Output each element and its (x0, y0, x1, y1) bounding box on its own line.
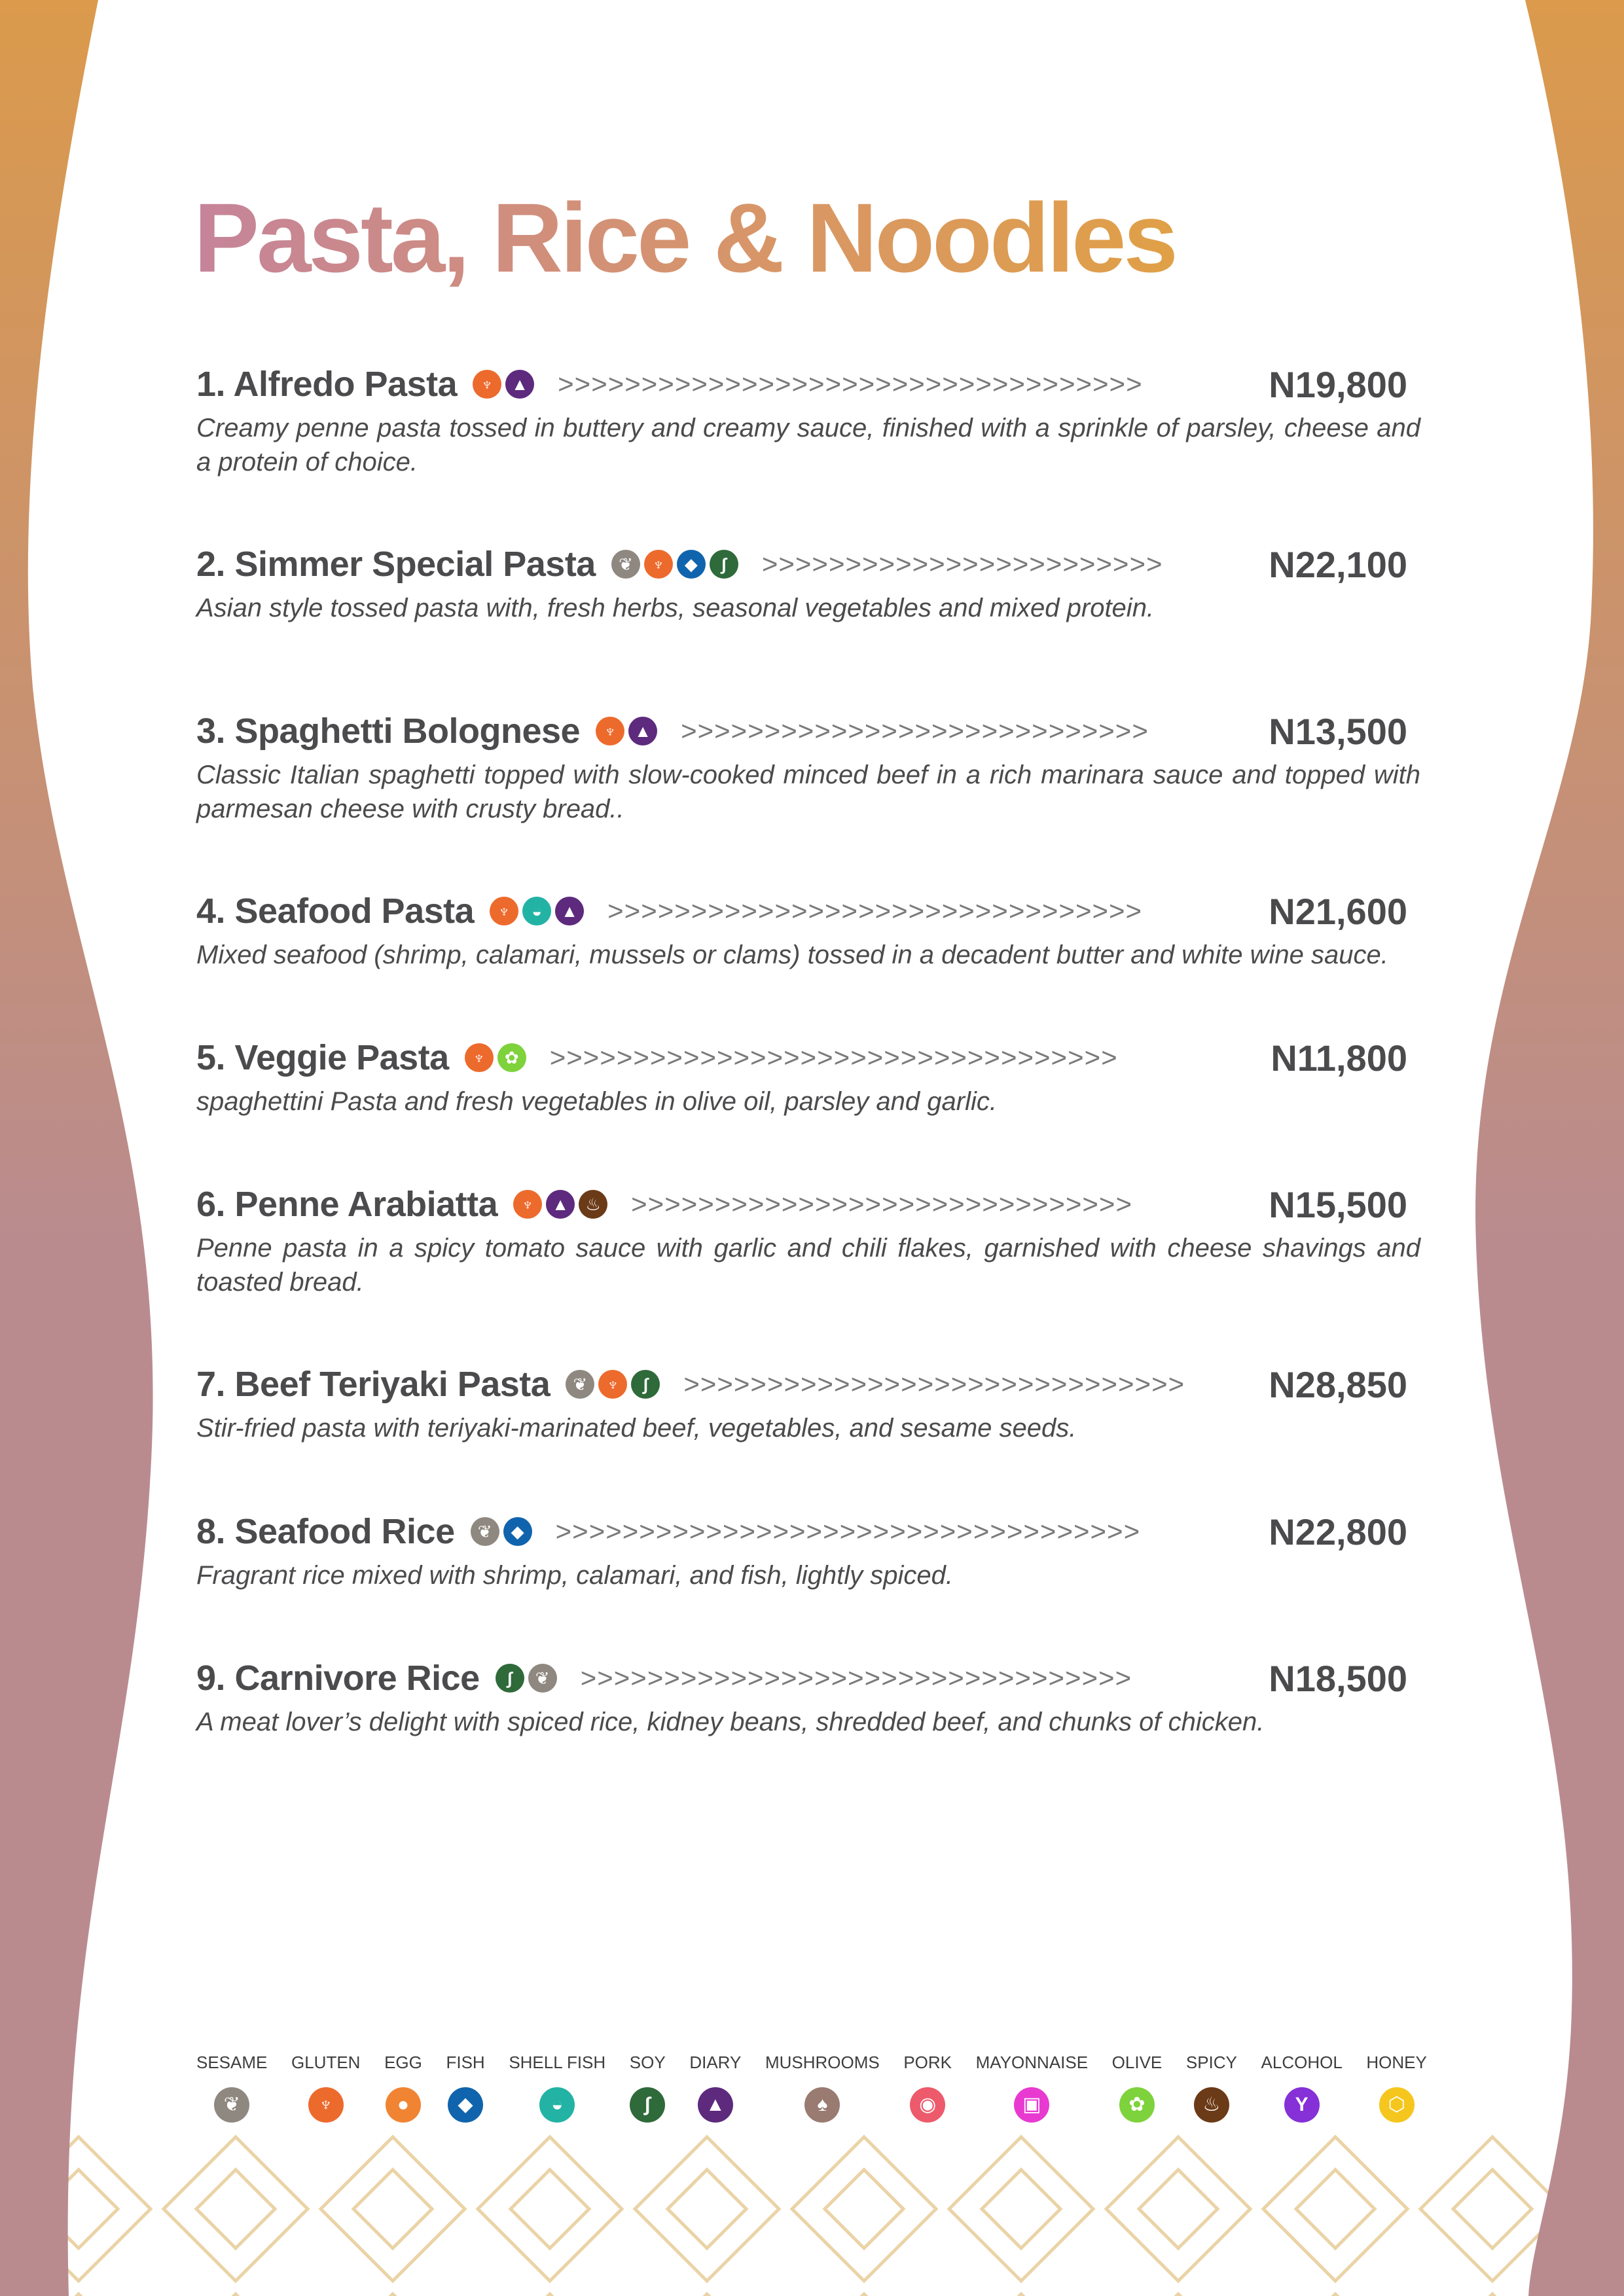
egg-icon: ● (386, 2087, 421, 2123)
olive-icon: ✿ (1119, 2087, 1155, 2123)
menu-item-header (196, 1361, 1420, 1407)
legend-item-fish (446, 2053, 484, 2123)
leader-arrows: >>>>>>>>>>>>>>>>>>>>>>>>>>>>>>>>>> (549, 1042, 1118, 1073)
menu-item-price: N21,600 (1269, 890, 1407, 932)
mushroom-icon: ♠ (804, 2087, 840, 2123)
menu-item-name: 4. Seafood Pasta (196, 891, 475, 931)
shellfish-icon: ◒ (522, 897, 551, 925)
alcohol-icon: Y (1284, 2087, 1320, 2123)
legend-item-alcohol (1261, 2053, 1343, 2123)
menu-item-price: N13,500 (1269, 710, 1407, 752)
allergen-icons (611, 550, 738, 579)
legend-label: SHELL FISH (509, 2053, 606, 2072)
allergen-icons (490, 897, 584, 925)
menu-item (196, 1035, 1420, 1119)
spicy-icon: ♨ (579, 1190, 607, 1219)
gluten-icon: ♆ (308, 2087, 344, 2123)
dairy-icon: ▲ (628, 717, 657, 745)
allergen-icons (471, 1517, 532, 1546)
legend-item-spicy (1186, 2053, 1237, 2123)
menu-item-name: 2. Simmer Special Pasta (196, 545, 596, 584)
menu-item-name: 7. Beef Teriyaki Pasta (196, 1365, 550, 1404)
menu-item-name: 8. Seafood Rice (196, 1512, 455, 1551)
menu-item-description: Fragrant rice mixed with shrimp, calamari, and fish, lightly spiced. (196, 1561, 953, 1590)
gluten-icon: ♆ (465, 1043, 494, 1072)
menu-item-header (196, 361, 1420, 407)
menu-item (196, 888, 1420, 972)
allergen-icons (473, 370, 534, 399)
legend-item-sesame (196, 2053, 267, 2123)
menu-item-name: 1. Alfredo Pasta (196, 365, 458, 404)
soy-icon: ∫ (631, 1370, 660, 1399)
legend-label: EGG (384, 2053, 422, 2072)
legend-item-egg (384, 2053, 422, 2123)
soy-icon: ∫ (496, 1664, 524, 1693)
menu-item-header (196, 1035, 1420, 1081)
page-title: Pasta, Rice & Noodles (194, 183, 1176, 293)
allergen-icons (496, 1664, 557, 1693)
leader-arrows: >>>>>>>>>>>>>>>>>>>>>>>>>>>>>>>>> (580, 1662, 1132, 1693)
sesame-icon: ❦ (471, 1517, 499, 1546)
allergen-icons (566, 1370, 660, 1399)
legend-label: FISH (446, 2053, 485, 2072)
leader-arrows: >>>>>>>>>>>>>>>>>>>>>>>> (761, 548, 1163, 579)
menu-item-price: N11,800 (1271, 1037, 1407, 1079)
gluten-icon: ♆ (596, 717, 624, 745)
menu-item-description: Mixed seafood (shrimp, calamari, mussels or clams) tossed in a decadent butter and white wine sauce. (196, 941, 1388, 969)
legend-item-olive (1112, 2053, 1163, 2123)
menu-item (196, 1509, 1420, 1592)
legend-item-pork (903, 2053, 952, 2123)
allergen-icons (596, 717, 657, 745)
menu-item-header (196, 708, 1420, 754)
menu-item (196, 1181, 1420, 1299)
allergen-icons (465, 1043, 526, 1072)
gluten-icon: ♆ (513, 1190, 542, 1219)
menu-item-description: A meat lover’s delight with spiced rice, kidney beans, shredded beef, and chunks of chicken. (196, 1708, 1265, 1736)
legend-item-soy (630, 2053, 666, 2123)
menu-item (196, 1655, 1420, 1739)
legend-label: SESAME (196, 2053, 268, 2072)
menu-item-description: Asian style tossed pasta with, fresh herbs, seasonal vegetables and mixed protein. (196, 594, 1155, 622)
sesame-icon: ❦ (611, 550, 640, 579)
leader-arrows: >>>>>>>>>>>>>>>>>>>>>>>>>>>>>>>>>>> (555, 1516, 1141, 1547)
menu-item (196, 1361, 1420, 1445)
menu-item (196, 361, 1420, 479)
menu-item-price: N28,850 (1269, 1363, 1407, 1405)
leader-arrows: >>>>>>>>>>>>>>>>>>>>>>>>>>>>>>>> (607, 895, 1143, 926)
menu-item (196, 708, 1420, 826)
fish-icon: ◆ (503, 1517, 532, 1546)
menu-item-description: spaghettini Pasta and fresh vegetables in olive oil, parsley and garlic. (196, 1087, 997, 1116)
fish-icon: ◆ (448, 2087, 483, 2123)
menu-item-header (196, 1509, 1420, 1554)
legend-label: ALCOHOL (1261, 2053, 1343, 2072)
menu-item (196, 541, 1420, 625)
leader-arrows: >>>>>>>>>>>>>>>>>>>>>>>>>>>> (681, 715, 1149, 746)
olive-icon: ✿ (497, 1043, 526, 1072)
legend-item-mushrooms (765, 2053, 880, 2123)
leader-arrows: >>>>>>>>>>>>>>>>>>>>>>>>>>>>>> (631, 1189, 1132, 1219)
dairy-icon: ▲ (555, 897, 584, 925)
menu-item-description: Penne pasta in a spicy tomato sauce with garlic and chili flakes, garnished with cheese shavings and toasted bread. (196, 1234, 1420, 1297)
mayonnaise-icon: ▣ (1014, 2087, 1049, 2123)
menu-item-header (196, 1181, 1420, 1227)
legend-label: GLUTEN (291, 2053, 361, 2072)
leader-arrows: >>>>>>>>>>>>>>>>>>>>>>>>>>>>>>>>>>> (558, 368, 1143, 399)
menu-item-name: 3. Spaghetti Bolognese (196, 711, 581, 751)
sesame-icon: ❦ (214, 2087, 249, 2123)
fish-icon: ◆ (677, 550, 706, 579)
menu-item-description: Stir-fried pasta with teriyaki-marinated beef, vegetables, and sesame seeds. (196, 1414, 1077, 1443)
menu-item-header (196, 1655, 1420, 1701)
legend-label: PORK (903, 2053, 952, 2072)
gluten-icon: ♆ (473, 370, 501, 399)
allergen-icons (513, 1190, 607, 1219)
spicy-icon: ♨ (1194, 2087, 1229, 2123)
soy-icon: ∫ (710, 550, 738, 579)
dairy-icon: ▲ (698, 2087, 733, 2123)
legend-label: SPICY (1185, 2053, 1237, 2072)
menu-item-name: 6. Penne Arabiatta (196, 1185, 498, 1224)
menu-item-name: 9. Carnivore Rice (196, 1659, 480, 1698)
menu-item-header (196, 888, 1420, 934)
legend-label: HONEY (1366, 2053, 1427, 2072)
sesame-icon: ❦ (528, 1664, 557, 1693)
menu-item-price: N22,800 (1269, 1511, 1407, 1552)
leader-arrows: >>>>>>>>>>>>>>>>>>>>>>>>>>>>>> (683, 1369, 1185, 1399)
legend-item-gluten (291, 2053, 360, 2123)
legend-label: MAYONNAISE (975, 2053, 1089, 2072)
legend-item-mayonnaise (976, 2053, 1088, 2123)
menu-item-price: N15,500 (1269, 1183, 1407, 1225)
menu-item-price: N18,500 (1269, 1657, 1407, 1699)
legend-item-dairy (689, 2053, 741, 2123)
gluten-icon: ♆ (490, 897, 518, 925)
dairy-icon: ▲ (546, 1190, 575, 1219)
gluten-icon: ♆ (644, 550, 673, 579)
pork-icon: ◉ (910, 2087, 945, 2123)
legend-label: DIARY (689, 2053, 742, 2072)
allergen-legend (196, 2053, 1427, 2123)
sesame-icon: ❦ (566, 1370, 594, 1399)
menu-item-price: N22,100 (1269, 543, 1407, 585)
shellfish-icon: ◒ (539, 2087, 575, 2123)
honey-icon: ⬡ (1379, 2087, 1415, 2123)
menu-item-description: Creamy penne pasta tossed in buttery and creamy sauce, finished with a sprinkle of parsley, cheese and a protein of choice. (196, 414, 1420, 476)
legend-label: MUSHROOMS (765, 2053, 880, 2072)
legend-label: SOY (629, 2053, 666, 2072)
legend-label: OLIVE (1111, 2053, 1163, 2072)
menu-item-price: N19,800 (1269, 363, 1407, 405)
dairy-icon: ▲ (505, 370, 534, 399)
menu-item-name: 5. Veggie Pasta (196, 1038, 449, 1077)
soy-icon: ∫ (630, 2087, 665, 2123)
menu-item-description: Classic Italian spaghetti topped with slow-cooked minced beef in a rich marinara sauce and topped with parmesan cheese with crusty bread.. (196, 761, 1420, 823)
menu-item-header (196, 541, 1420, 587)
legend-item-honey (1366, 2053, 1426, 2123)
gluten-icon: ♆ (598, 1370, 627, 1399)
legend-item-shellfish (509, 2053, 605, 2123)
